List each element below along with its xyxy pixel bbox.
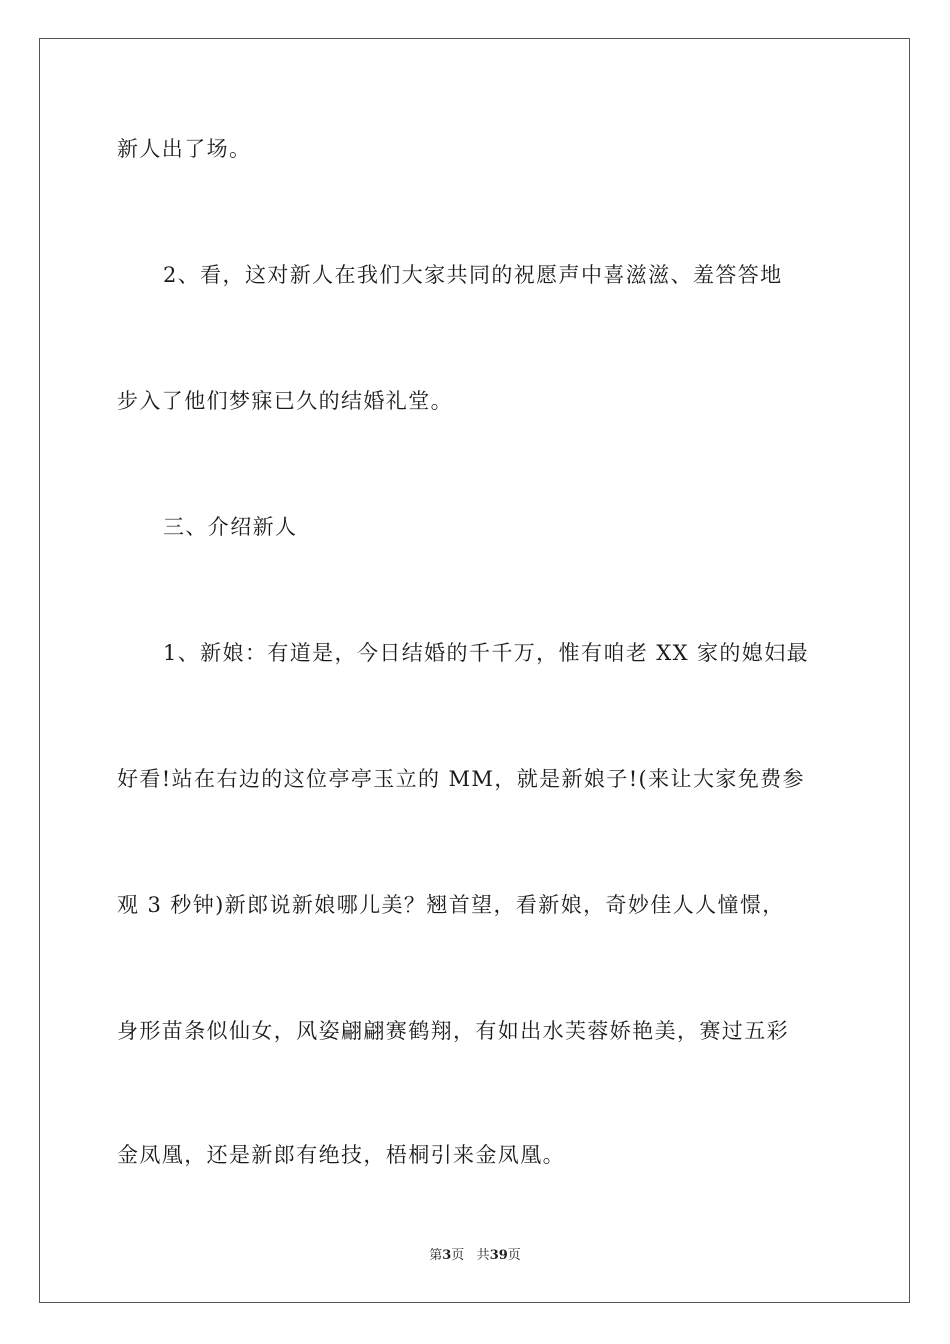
paragraph-line-2: 2、看，这对新人在我们大家共同的祝愿声中喜滋滋、羞答答地 bbox=[163, 263, 783, 287]
current-page-number: 3 bbox=[442, 1248, 452, 1263]
total-prefix: 共 bbox=[476, 1248, 490, 1263]
paragraph-line-3: 步入了他们梦寐已久的结婚礼堂。 bbox=[117, 389, 453, 413]
page-prefix: 第 bbox=[429, 1248, 443, 1263]
paragraph-line-8: 身形苗条似仙女，风姿翩翩赛鹤翔，有如出水芙蓉娇艳美，赛过五彩 bbox=[117, 1019, 789, 1043]
paragraph-line-7: 观 3 秒钟)新郎说新娘哪儿美？翘首望，看新娘，奇妙佳人人憧憬， bbox=[117, 893, 785, 917]
total-page-count: 39 bbox=[489, 1248, 508, 1263]
page-border bbox=[39, 38, 910, 1303]
page-suffix: 页 bbox=[451, 1248, 465, 1263]
total-suffix: 页 bbox=[507, 1248, 521, 1263]
paragraph-line-9: 金凤凰，还是新郎有绝技，梧桐引来金凤凰。 bbox=[117, 1143, 565, 1167]
paragraph-line-5: 1、新娘：有道是，今日结婚的千千万，惟有咱老 XX 家的媳妇最 bbox=[163, 641, 810, 665]
paragraph-line-6: 好看!站在右边的这位亭亭玉立的 MM，就是新娘子!(来让大家免费参 bbox=[117, 767, 805, 791]
paragraph-line-1: 新人出了场。 bbox=[117, 137, 252, 161]
section-heading: 三、介绍新人 bbox=[163, 515, 298, 539]
page-footer bbox=[0, 1247, 950, 1265]
